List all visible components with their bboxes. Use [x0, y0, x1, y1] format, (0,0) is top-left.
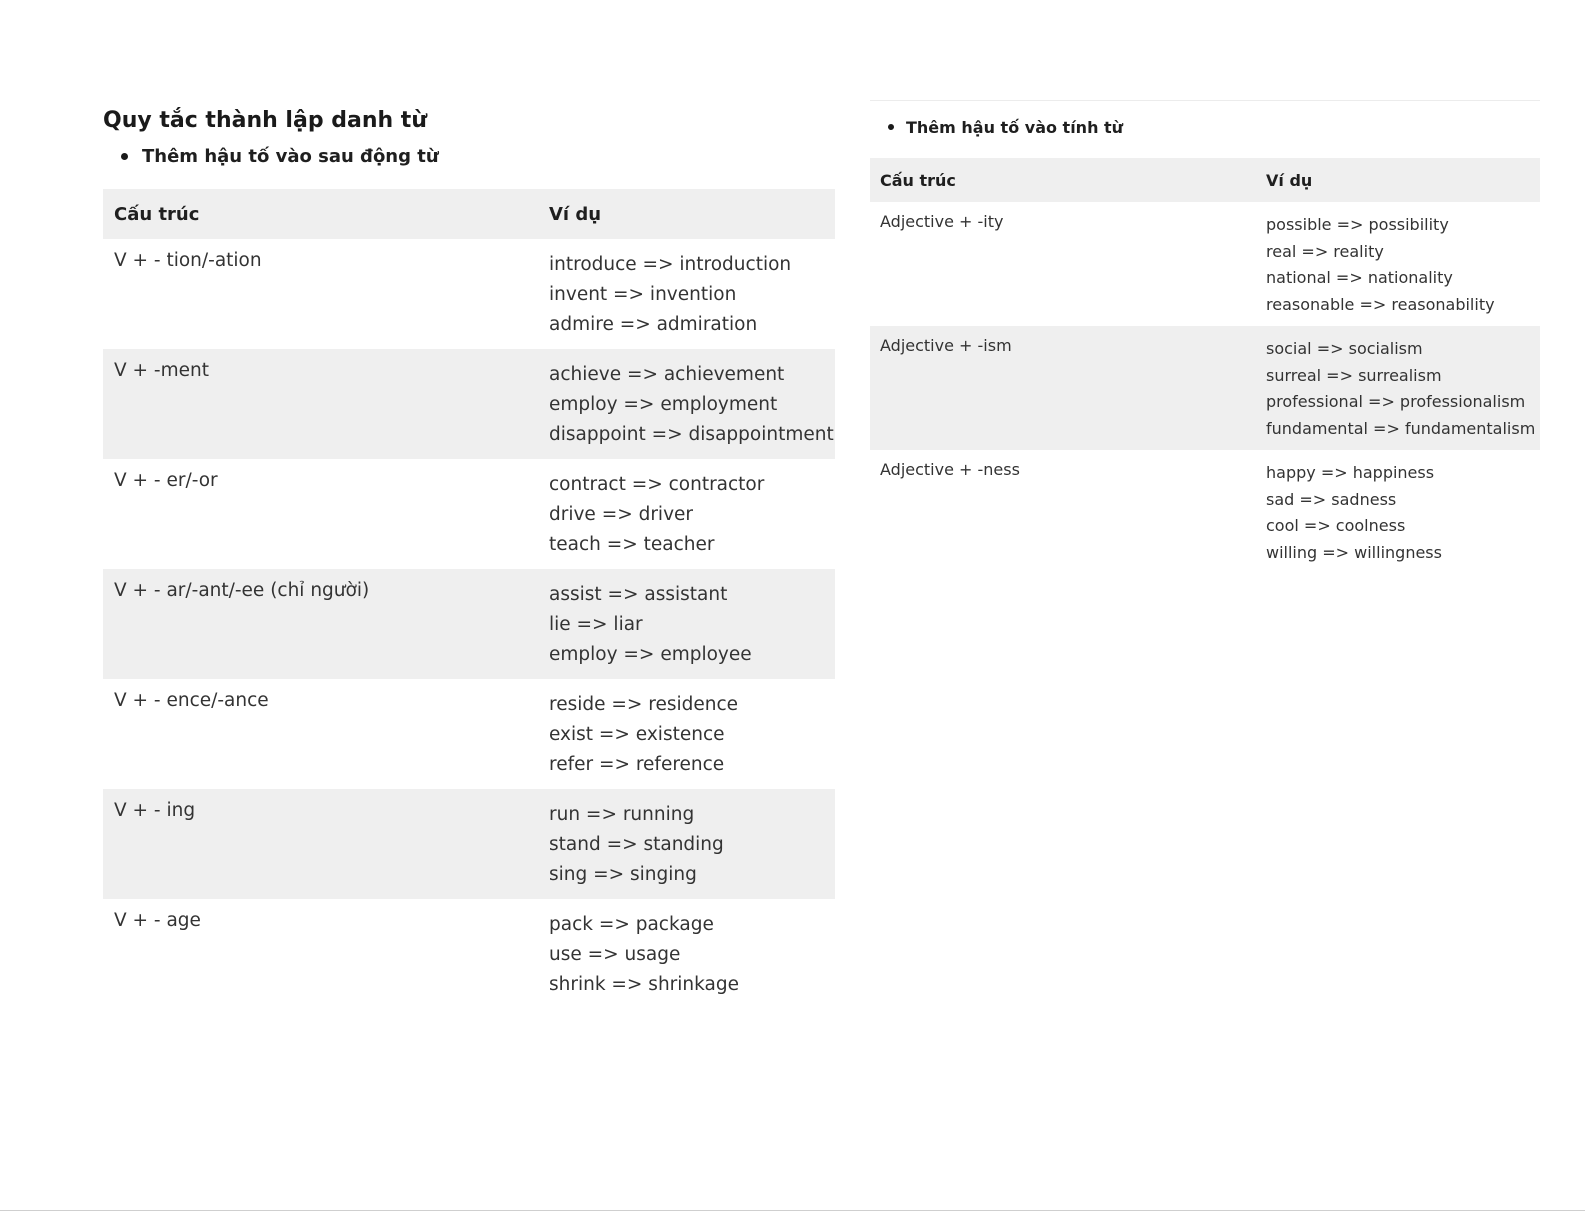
example-line: achieve => achievement	[549, 364, 785, 385]
verb-suffix-table	[103, 189, 835, 1009]
structure-cell: V + -ment	[103, 349, 538, 459]
example-line: social => socialism	[1266, 339, 1423, 358]
example-line: drive => driver	[549, 504, 694, 525]
example-line: introduce => introduction	[549, 254, 792, 275]
table-row	[103, 679, 835, 789]
example-line: run => running	[549, 804, 695, 825]
example-line: sing => singing	[549, 864, 697, 885]
verb-suffix-section	[103, 104, 835, 1009]
table-row	[103, 569, 835, 679]
structure-cell: V + - age	[114, 910, 201, 931]
example-cell	[538, 349, 835, 459]
table-header-row	[103, 189, 835, 239]
structure-cell: Adjective + -ness	[880, 460, 1020, 479]
example-line: willing => willingness	[1266, 542, 1442, 562]
bullet-label: Thêm hậu tố vào tính từ	[906, 117, 1124, 137]
adjective-suffix-section	[870, 100, 1540, 574]
example-line: pack => package	[549, 914, 714, 935]
example-cell	[538, 239, 835, 349]
adjective-suffix-bullet	[870, 101, 1540, 153]
example-line: reasonable => reasonability	[1266, 294, 1495, 314]
structure-cell: V + - ing	[103, 789, 538, 899]
example-line: reside => residence	[549, 694, 739, 715]
structure-cell: V + - ar/-ant/-ee (chỉ người)	[103, 569, 538, 679]
table-row	[103, 459, 835, 569]
example-line: sad => sadness	[1266, 489, 1397, 509]
table-row	[103, 349, 835, 459]
example-cell	[538, 899, 835, 1009]
example-line: happy => happiness	[1266, 463, 1435, 482]
header-structure: Cấu trúc	[103, 189, 538, 239]
adjective-suffix-table-body	[870, 202, 1540, 574]
example-cell	[1256, 202, 1540, 326]
table-row	[103, 899, 835, 1009]
structure-cell: Adjective + -ity	[880, 212, 1004, 231]
example-line: professional => professionalism	[1266, 392, 1526, 411]
table-row	[870, 202, 1540, 326]
example-line: shrink => shrinkage	[549, 974, 739, 995]
table-row	[103, 789, 835, 899]
example-line: assist => assistant	[549, 584, 728, 605]
adjective-suffix-table	[870, 158, 1540, 574]
table-row	[870, 450, 1540, 574]
table-row	[870, 326, 1540, 450]
example-line: teach => teacher	[549, 534, 715, 555]
example-cell	[538, 459, 835, 569]
structure-cell: V + - ence/-ance	[114, 690, 269, 711]
table-header-row	[870, 158, 1540, 202]
page-bottom-rule	[0, 1210, 1585, 1211]
structure-cell: V + - tion/-ation	[114, 250, 262, 271]
example-line: disappoint => disappointment	[549, 424, 834, 445]
example-line: national => nationality	[1266, 268, 1453, 287]
header-example: Ví dụ	[1256, 158, 1540, 202]
example-line: cool => coolness	[1266, 516, 1406, 535]
bullet-dot-icon	[121, 153, 128, 160]
example-line: lie => liar	[549, 614, 643, 635]
example-line: fundamental => fundamentalism	[1266, 418, 1536, 438]
example-line: stand => standing	[549, 834, 724, 855]
example-cell	[538, 789, 835, 899]
example-line: contract => contractor	[549, 474, 765, 495]
example-line: employ => employee	[549, 644, 752, 665]
verb-suffix-bullet	[103, 138, 835, 174]
bullet-label: Thêm hậu tố vào sau động từ	[142, 145, 439, 167]
table-row	[103, 239, 835, 349]
example-line: surreal => surrealism	[1266, 365, 1442, 385]
page-title: Quy tắc thành lập danh từ	[103, 108, 427, 133]
example-cell	[1256, 326, 1540, 450]
example-line: employ => employment	[549, 394, 778, 415]
example-line: invent => invention	[549, 284, 737, 305]
example-line: real => reality	[1266, 241, 1384, 261]
example-line: exist => existence	[549, 724, 725, 745]
example-cell	[538, 569, 835, 679]
verb-suffix-table-body	[103, 239, 835, 1009]
structure-cell: V + - er/-or	[114, 470, 218, 491]
header-example: Ví dụ	[538, 189, 835, 239]
bullet-dot-icon	[888, 124, 894, 130]
example-line: refer => reference	[549, 754, 725, 775]
example-cell	[1256, 450, 1540, 574]
example-cell	[538, 679, 835, 789]
example-line: admire => admiration	[549, 314, 758, 335]
structure-cell: Adjective + -ism	[870, 326, 1256, 450]
example-line: use => usage	[549, 944, 681, 965]
header-structure: Cấu trúc	[870, 158, 1256, 202]
example-line: possible => possibility	[1266, 215, 1449, 234]
